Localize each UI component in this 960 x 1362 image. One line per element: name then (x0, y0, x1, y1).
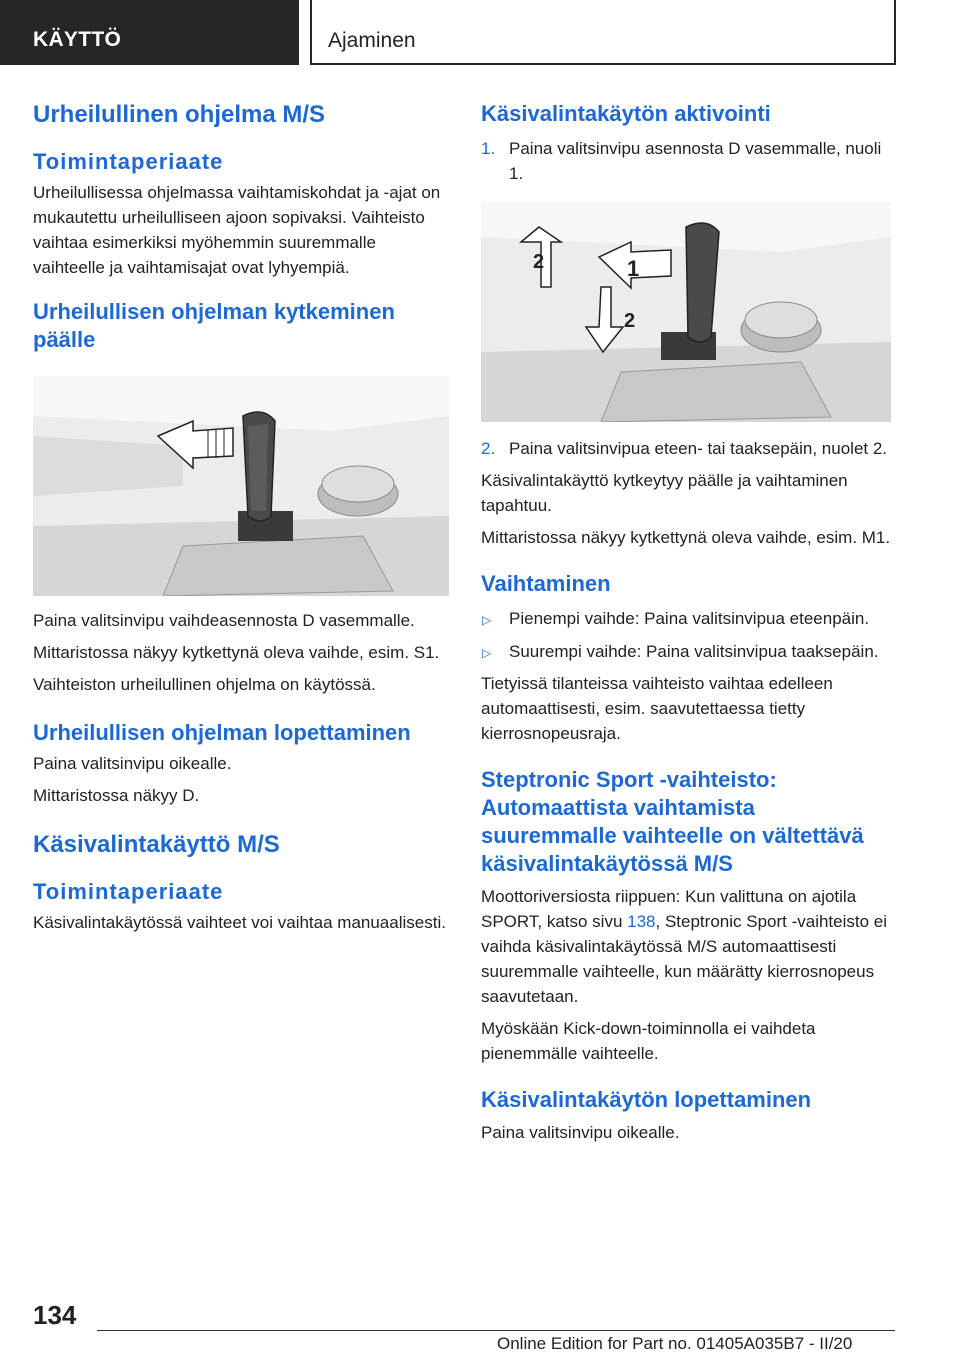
footer-edition: Online Edition for Part no. 01405A035B7 - II/20 (497, 1334, 853, 1353)
paragraph-activate-2: Mittaristossa näkyy kytkettynä oleva vaihde, esim. S1. (33, 643, 440, 662)
paragraph-deactivate-1: Paina valitsinvipu oikealle. (33, 754, 232, 773)
chapter-title: Ajaminen (328, 29, 416, 52)
heading-deactivate-sport: Urheilullisen ohjelman lopettaminen (33, 720, 411, 745)
arrow-label-1: 1 (627, 256, 640, 281)
paragraph-manual-on-2: Mittaristossa näkyy kytkettynä oleva vaihde, esim. M1. (481, 528, 891, 547)
step-number: 1. (481, 139, 496, 158)
paragraph-activate-3: Vaihteiston urheilullinen ohjelma on käytössä. (33, 675, 376, 694)
gear-selector-figure-left (33, 376, 449, 596)
heading-principle: Toimintaperiaate (33, 149, 224, 174)
heading-manual-deactivate: Käsivalintakäytön lopettaminen (481, 1087, 812, 1112)
page-number: 134 (33, 1300, 77, 1330)
left-column (33, 100, 449, 935)
heading-activate-sport: Urheilullisen ohjelman kytkeminen päälle (33, 299, 395, 352)
list-item-text: Pienempi vaihde: Paina valitsinvipua eteenpäin. (509, 609, 870, 628)
heading-principle-2: Toimintaperiaate (33, 879, 224, 904)
triangle-right-outline-icon: ▷ (482, 646, 492, 660)
triangle-right-outline-icon: ▷ (482, 613, 492, 627)
paragraph-activate-1: Paina valitsinvipu vaihdeasennosta D vasemmalle. (33, 611, 415, 630)
list-item (481, 639, 891, 664)
arrow-label-2-bottom: 2 (624, 310, 636, 332)
list-item-text: Suurempi vaihde: Paina valitsinvipua taaksepäin. (509, 642, 879, 661)
section-title: KÄYTTÖ (33, 28, 122, 51)
step-2 (481, 436, 891, 461)
heading-steptronic: Steptronic Sport -vaihteisto: Automaattista vaihtamista suuremmalle vaihteelle on vältettävä käsivalintakäytössä M/S (481, 767, 864, 876)
section-tab (0, 0, 299, 65)
arrow-label-2-top: 2 (533, 251, 545, 273)
paragraph-principle: Urheilullisessa ohjelmassa vaihtamiskohdat ja -ajat on mukautettu urheilulliseen ajoon sopivaksi. Vaihteisto vaihtaa esimerkiksi myöhemmin suuremmalle vaihteelle ja vaihtamisajat ovat lyhyempiä. (33, 183, 441, 277)
paragraph-steptronic-1: Moottoriversiosta riippuen: Kun valittuna on ajotila SPORT, katso sivu 138, Steptronic Sport -vaihteisto ei vaihda käsivalintakäytössä M/S automaattisesti suuremmalle vaihteelle, kun määrätty kierrosnopeus saavutetaan. (481, 887, 888, 1006)
step-text: Paina valitsinvipua eteen- tai taaksepäin, nuolet 2. (509, 439, 888, 458)
paragraph-manual-on-1: Käsivalintakäyttö kytkeytyy päälle ja vaihtaminen tapahtuu. (481, 471, 848, 515)
paragraph-steptronic-2: Myöskään Kick-down-toiminnolla ei vaihdeta pienemmälle vaihteelle. (481, 1019, 816, 1063)
step-1 (481, 136, 891, 186)
paragraph-deactivate-2: Mittaristossa näkyy D. (33, 786, 200, 805)
step-number: 2. (481, 439, 496, 458)
gear-selector-figure-right (481, 202, 891, 422)
chapter-tab (310, 0, 896, 65)
step-text: Paina valitsinvipu asennosta D vasemmalle, nuoli 1. (509, 139, 882, 183)
gear-selector-illustration (33, 376, 449, 596)
right-column (481, 100, 891, 1145)
paragraph-principle-2: Käsivalintakäytössä vaihteet voi vaihtaa manuaalisesti. (33, 913, 446, 932)
paragraph-shifting: Tietyissä tilanteissa vaihteisto vaihtaa edelleen automaattisesti, esim. saavutettaessa tietty kierrosnopeusraja. (481, 674, 833, 743)
heading-manual-mode: Käsivalintakäyttö M/S (33, 831, 280, 858)
heading-sport-program: Urheilullinen ohjelma M/S (33, 101, 326, 128)
list-item (481, 606, 891, 631)
gear-selector-arrows-illustration (481, 202, 891, 422)
paragraph-manual-off: Paina valitsinvipu oikealle. (481, 1123, 680, 1142)
footer-divider (97, 1330, 895, 1331)
heading-shifting: Vaihtaminen (481, 571, 611, 596)
page-reference-link[interactable]: 138 (627, 912, 656, 931)
heading-manual-activate: Käsivalintakäytön aktivointi (481, 101, 771, 126)
